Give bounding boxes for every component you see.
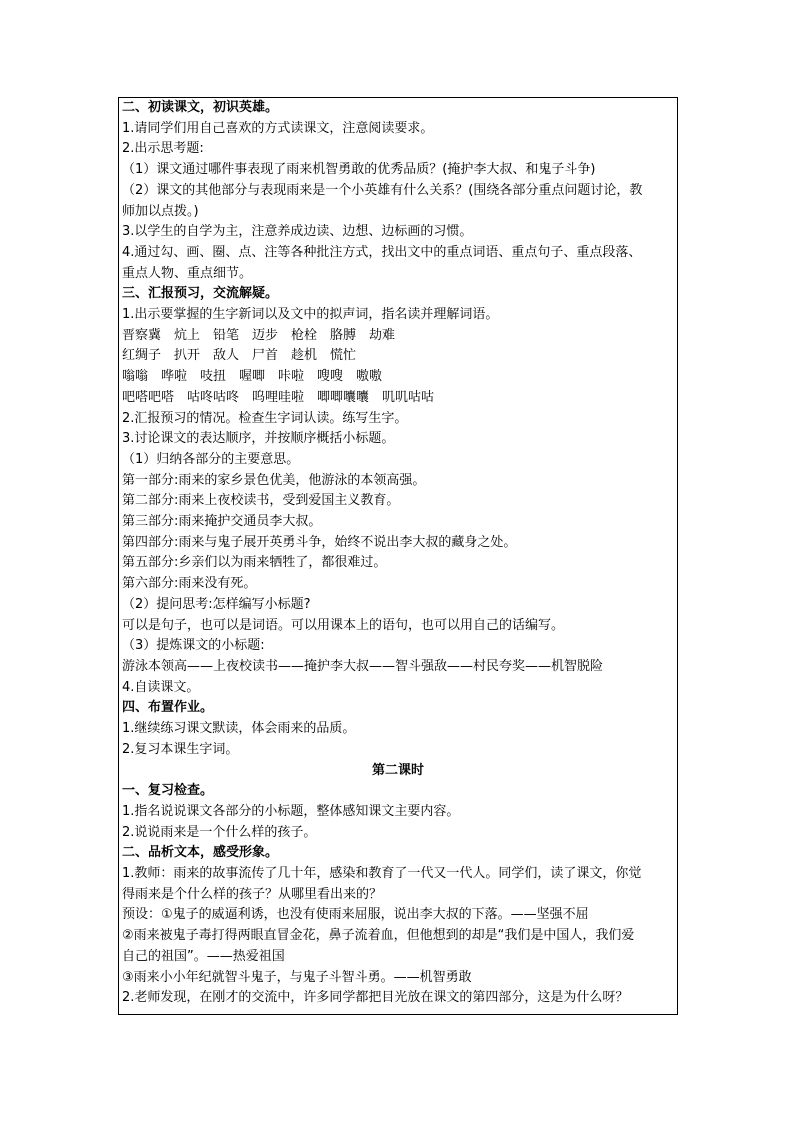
text-line: 3.以学生的自学为主，注意养成边读、边想、边标画的习惯。: [122, 224, 473, 240]
section-heading: 四、布置作业。: [122, 700, 214, 716]
section-heading: 一、复习检查。: [122, 783, 214, 799]
text-line: 1.出示要掌握的生字新词以及文中的拟声词，指名读并理解词语。: [122, 307, 499, 323]
text-line: 4.自读课文。: [122, 679, 200, 695]
text-line: 第五部分:乡亲们以为雨来牺牲了，都很难过。: [122, 555, 387, 571]
text-line: 第六部分:雨来没有死。: [122, 576, 257, 592]
text-line: 第二部分:雨来上夜校读书，受到爱国主义教育。: [122, 493, 400, 509]
text-line: 2.汇报预习的情况。检查生字词认读。练写生字。: [122, 410, 408, 426]
text-line: 重点人物、重点细节。: [122, 265, 253, 281]
text-line: （1）课文通过哪件事表现了雨来机智勇敢的优秀品质？(掩护李大叔、和鬼子斗争): [122, 162, 596, 178]
text-line: 1.继续练习课文默读，体会雨来的品质。: [122, 721, 356, 737]
text-line: 师加以点拨。): [122, 203, 199, 219]
text-line: （3）提炼课文的小标题:: [122, 638, 265, 654]
lesson-plan-table-cell: [118, 97, 678, 1015]
text-line: （2）课文的其他部分与表现雨来是一个小英雄有什么关系？(围绕各部分重点问题讨论，教: [122, 182, 643, 198]
text-line: 晋察冀 炕上 铅笔 迈步 枪栓 胳膊 劫难: [122, 327, 396, 343]
text-line: 第一部分:雨来的家乡景色优美，他游泳的本领高强。: [122, 472, 426, 488]
text-line: 嗡嗡 哗啦 吱扭 喔唧 咔啦 嗖嗖 嗷嗷: [122, 369, 383, 385]
section-heading: 二、品析文本，感受形象。: [122, 845, 279, 861]
text-line: 1.指名说说课文各部分的小标题，整体感知课文主要内容。: [122, 803, 460, 819]
text-line: ③雨来小小年纪就智斗鬼子，与鬼子斗智斗勇。——机智勇敢: [122, 969, 472, 985]
text-line: 第四部分:雨来与鬼子展开英勇斗争，始终不说出李大叔的藏身之处。: [122, 534, 517, 550]
text-line: 4.通过勾、画、圈、点、注等各种批注方式，找出文中的重点词语、重点句子、重点段落、: [122, 244, 642, 260]
text-line: 2.复习本课生字词。: [122, 741, 239, 757]
text-line: （2）提问思考:怎样编写小标题?: [122, 596, 311, 612]
section-heading: 二、初读课文，初识英雄。: [122, 100, 279, 115]
text-line: ②雨来被鬼子毒打得两眼直冒金花，鼻子流着血，但他想到的却是“我们是中国人，我们爱: [122, 928, 635, 944]
text-line: 吧嗒吧嗒 咕咚咕咚 呜哩哇啦 唧唧囔囔 叽叽咕咕: [122, 389, 435, 405]
text-line: 可以是句子，也可以是词语。可以用课本上的语句，也可以用自己的话编写。: [122, 617, 565, 633]
text-line: 第三部分:雨来掩护交通员李大叔。: [122, 514, 322, 530]
text-line: 游泳本领高——上夜校读书——掩护李大叔——智斗强敌——村民夸奖——机智脱险: [122, 658, 604, 674]
text-line: （1）归纳各部分的主要意思。: [122, 451, 300, 467]
text-line: 2.老师发现，在刚才的交流中，许多同学都把目光放在课文的第四部分，这是为什么呀？: [122, 990, 629, 1006]
text-line: 2.说说雨来是一个什么样的孩子。: [122, 824, 317, 840]
text-line: 得雨来是个什么样的孩子？从哪里看出来的？: [122, 886, 383, 902]
text-line: 自己的祖国”。——热爱祖国: [122, 948, 285, 964]
section-heading: 第二课时: [371, 762, 424, 778]
text-line: 3.讨论课文的表达顺序，并按顺序概括小标题。: [122, 431, 395, 447]
text-line: 1.请同学们用自己喜欢的方式读课文，注意阅读要求。: [122, 120, 434, 136]
text-line: 红绸子 扒开 敌人 尸首 趁机 慌忙: [122, 348, 357, 364]
text-line: 1.教师：雨来的故事流传了几十年，感染和教育了一代又一代人。同学们，读了课文，你觉: [122, 866, 642, 882]
section-heading: 三、汇报预习，交流解疑。: [122, 286, 279, 302]
text-line: 预设：①鬼子的威逼利诱，也没有使雨来屈服，说出李大叔的下落。——坚强不屈: [122, 907, 589, 923]
text-line: 2.出示思考题:: [122, 141, 204, 157]
